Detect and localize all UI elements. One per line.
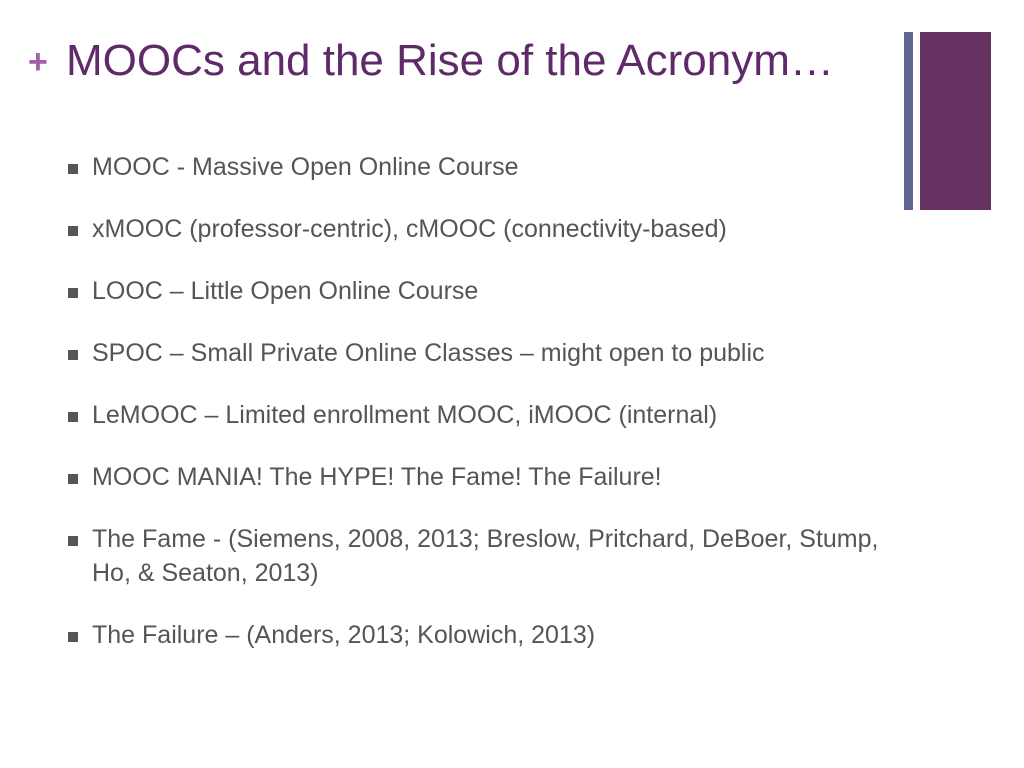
bullet-item — [68, 150, 918, 184]
square-bullet-icon — [68, 412, 78, 422]
bullet-list — [68, 150, 918, 680]
square-bullet-icon — [68, 350, 78, 360]
square-bullet-icon — [68, 632, 78, 642]
accent-bar-thick — [920, 32, 991, 210]
bullet-text: LOOC – Little Open Online Course — [92, 277, 479, 305]
bullet-text: MOOC - Massive Open Online Course — [92, 153, 519, 181]
square-bullet-icon — [68, 474, 78, 484]
slide-title: MOOCs and the Rise of the Acronym… — [66, 36, 834, 85]
bullet-text: xMOOC (professor-centric), cMOOC (connectivity-based) — [92, 215, 727, 243]
bullet-item — [68, 618, 918, 652]
bullet-item — [68, 274, 918, 308]
bullet-text: The Failure – (Anders, 2013; Kolowich, 2013) — [92, 621, 596, 649]
square-bullet-icon — [68, 164, 78, 174]
plus-icon: + — [28, 43, 48, 81]
bullet-item — [68, 398, 918, 432]
bullet-text: The Fame - (Siemens, 2008, 2013; Breslow, Pritchard, DeBoer, Stump, Ho, & Seaton, 2013) — [92, 525, 879, 587]
square-bullet-icon — [68, 288, 78, 298]
square-bullet-icon — [68, 226, 78, 236]
bullet-item — [68, 460, 918, 494]
square-bullet-icon — [68, 536, 78, 546]
bullet-text: SPOC – Small Private Online Classes – might open to public — [92, 339, 765, 367]
bullet-item — [68, 212, 918, 246]
bullet-item — [68, 336, 918, 370]
bullet-text: MOOC MANIA! The HYPE! The Fame! The Failure! — [92, 463, 662, 491]
bullet-item — [68, 522, 918, 590]
bullet-text: LeMOOC – Limited enrollment MOOC, iMOOC (internal) — [92, 401, 718, 429]
